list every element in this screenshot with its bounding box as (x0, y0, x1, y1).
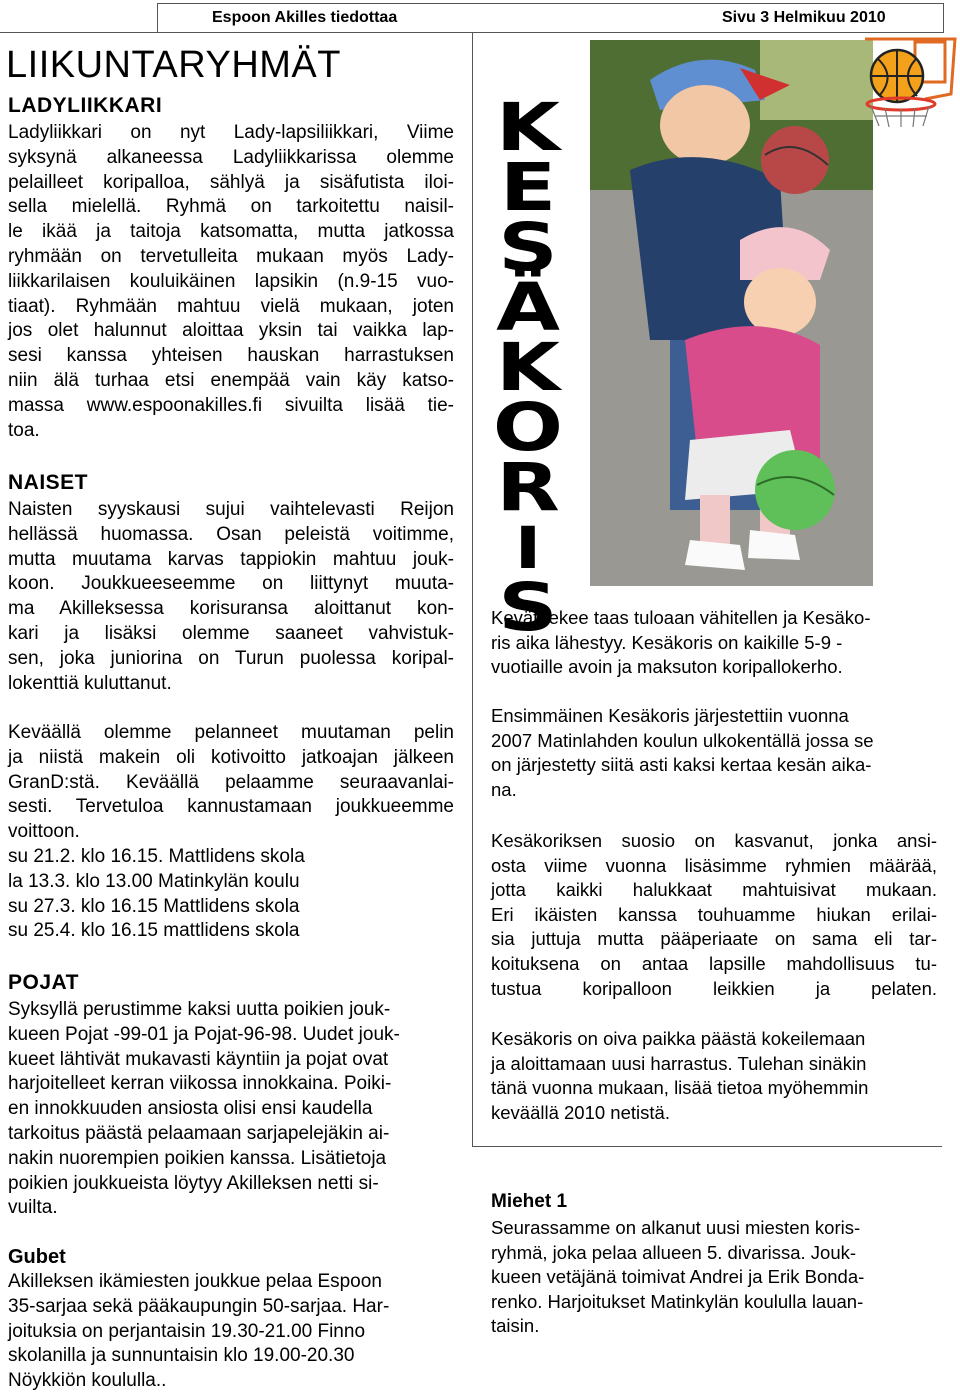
title-letter: I (514, 514, 542, 582)
kesakoris-popularity: Kesäkoriksen suosio on kasvanut, jonka ansi- osta viime vuonna lisäsimme ryhmien määrää, jotta kaikki halukkaat mahtuisivat mukaan. Eri ikäisten kanssa touhuamme hiukan erilai- sia juttuja mutta pääperiaate on sama eli tar- koituksena on antaa lapsille mahdollisuus tu- tustua koripalloon leikkien ja pelaten. (491, 830, 937, 999)
schedule-item: su 27.3. klo 16.15 Mattlidens skola (8, 895, 300, 917)
title-letter: E (499, 149, 557, 226)
naiset-spring-text: Keväällä olemme pelanneet muutaman pelin ja niistä makein oli kotivoitto jatkoajan jälkeen GranD:stä. Keväällä pelaamme seuraavanlai- sesti. Tervetuloa kannustamaan joukkueemme voittoon. su 21.2. klo 16.15. Mattlidens skola la 13.3. klo 13.00 Matinkylän koulu su 27.3. klo 16.15 Mattlidens skola su 25.4. klo 16.15 mattlidens skola (8, 721, 454, 944)
kesakoris-intro: Kevät tekee taas tuloaan vähitellen ja Kesäko- ris aika lähestyy. Kesäkoris on kaikille 5-9 - vuotiaille avoin ja maksuton koripallokerho. (491, 607, 871, 678)
miehet-heading: Miehet 1 (491, 1191, 568, 1212)
title-letter: R (496, 449, 560, 526)
schedule-item: su 21.2. klo 16.15. Mattlidens skola (8, 845, 305, 867)
title-letter: K (496, 89, 560, 166)
schedule-item: su 25.4. klo 16.15 mattlidens skola (8, 920, 300, 942)
publisher-name: Espoon Akilles tiedottaa (212, 9, 398, 26)
children-basketball-photo (590, 40, 873, 586)
title-letter: K (496, 329, 560, 406)
schedule-item: la 13.3. klo 13.00 Matinkylän koulu (8, 870, 300, 892)
title-letter: S (498, 569, 558, 646)
header-divider (0, 32, 160, 33)
title-letter: S (498, 209, 558, 286)
kesakoris-vertical-title (478, 89, 578, 646)
basketball-logo (855, 34, 958, 129)
naiset-heading: NAISET (8, 471, 89, 494)
page-title: LIIKUNTARYHMÄT (6, 44, 341, 86)
box-bottom-line (472, 1146, 942, 1147)
title-letter: Ä (496, 269, 560, 346)
title-letter: O (492, 389, 564, 466)
ladyliikkari-heading: LADYLIIKKARI (8, 94, 163, 117)
gubet-text: Akilleksen ikämiesten joukkue pelaa Espoon 35-sarjaa sekä pääkaupungin 50-sarjaa. Har- joituksia on perjantaisin 19.30-21.00 Finno skolanilla ja sunnuntaisin klo 19.00-20.30 Nöykkiön koululla.. (8, 1271, 390, 1392)
kesakoris-history: Ensimmäinen Kesäkoris järjestettiin vuonna 2007 Matinlahden koulun ulkokentällä jossa se on järjestetty siitä asti kaksi kertaa kesän aika- na. (491, 705, 874, 800)
ladyliikkari-text: Ladyliikkari on nyt Lady-lapsiliikkari, Viime syksynä alkaneessa Ladyliikkarissa olemme pelailleet koripalloa, sählyä ja sisäfutista iloi- sella mielellä. Ryhmä on tarkoitettu naisil- le ikää ja taitoja katsomatta, mutta jatkossa ryhmään on tervetulleita mukaan myös Lady- liikkarilaisen kouluikäinen lapsikin (n.9-15 vuo- tiaat). Ryhmään mahtuu vielä mukaan, joten jos olet halunnut aloittaa yksin tai vaikka lap- sesi kanssa yhteisen hauskan harrastuksen niin älä turhaa etsi enempää vain käy katso- massa www.espoonakilles.fi sivuilta lisää tie- toa. (8, 122, 454, 441)
pojat-text: Syksyllä perustimme kaksi uutta poikien jouk- kueen Pojat -99-01 ja Pojat-96-98. Uudet jouk- kueet lähtivät mukavasti käyntiin ja pojat ovat harjoitelleet kerran viikossa innokkaina. Poiki- en innokkuuden ansiosta olisi ensi kaudella tarkoitus päästä pelaamaan sarjapelejäkin ai- nakin nuorempien poikien kanssa. Lisätietoja poikien joukkueista löytyy Akilleksen netti si- vuilta. (8, 999, 400, 1219)
gubet-heading: Gubet (8, 1246, 66, 1268)
kesakoris-invitation: Kesäkoris on oiva paikka päästä kokeilemaan ja aloittamaan uusi harrastus. Tulehan sinäkin tänä vuonna mukaan, lisää tietoa myöhemmin keväällä 2010 netistä. (491, 1028, 869, 1123)
page-info: Sivu 3 Helmikuu 2010 (722, 9, 886, 26)
naiset-text: Naisten syyskausi sujui vaihtelevasti Reijon hellässä huomassa. Osan peleistä voitimme, mutta muutama karvas tappiokin mahtuu jouk- koon. Joukkueeseemme on liittynyt muuta- ma Akilleksessa korisuransa aloittanut kon- kari ja lisäksi olemme saaneet vahvistuk- sen, joka juniorina on Turun puolessa koripal- lokenttiä kuluttanut. (8, 499, 454, 694)
pojat-heading: POJAT (8, 971, 79, 994)
miehet-text: Seurassamme on alkanut uusi miesten koris- ryhmä, joka pelaa allueen 5. divarissa. Jouk- kueen vetäjänä toimivat Andrei ja Erik Bonda- renko. Harjoitukset Matinkylän koululla lauan- taisin. (491, 1217, 865, 1337)
